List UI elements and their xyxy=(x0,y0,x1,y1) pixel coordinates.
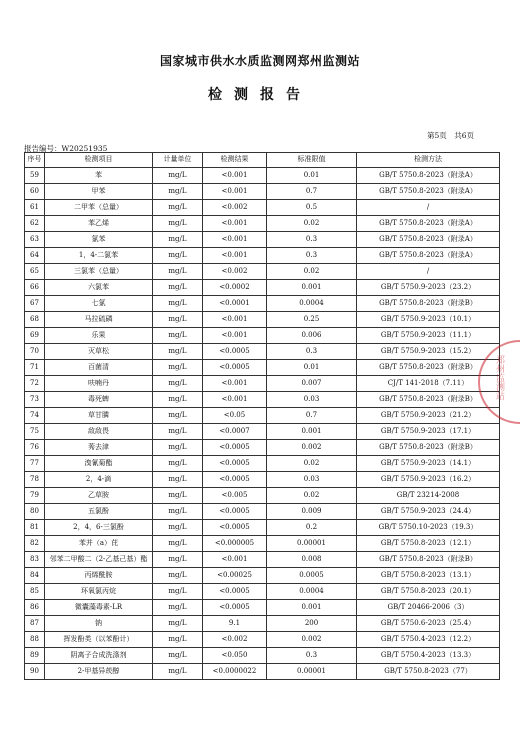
table-row xyxy=(25,504,500,520)
table-cell: mg/L xyxy=(153,600,203,616)
table-cell: GB/T 5750.8-2023（77） xyxy=(357,664,500,680)
table-cell: mg/L xyxy=(153,248,203,264)
table-cell: 二甲苯（总量） xyxy=(45,200,153,216)
table-cell: 0.007 xyxy=(267,376,357,392)
table-cell: 毒死蜱 xyxy=(45,392,153,408)
table-cell: 82 xyxy=(25,536,45,552)
table-cell: 甲苯 xyxy=(45,184,153,200)
table-cell: <0.05 xyxy=(203,408,267,424)
table-cell: 0.0005 xyxy=(267,568,357,584)
table-row xyxy=(25,552,500,568)
table-cell: 90 xyxy=(25,664,45,680)
table-cell: mg/L xyxy=(153,552,203,568)
table-cell: <0.005 xyxy=(203,488,267,504)
table-cell: 0.00001 xyxy=(267,536,357,552)
table-row xyxy=(25,312,500,328)
table-row xyxy=(25,664,500,680)
table-cell: 微囊藻毒素-LR xyxy=(45,600,153,616)
header-cell: 序号 xyxy=(25,153,45,168)
table-cell: GB/T 5750.8-2023（附录A） xyxy=(357,168,500,184)
table-cell: GB/T 5750.9-2023（16.2） xyxy=(357,472,500,488)
table-cell: 0.008 xyxy=(267,552,357,568)
table-cell: mg/L xyxy=(153,456,203,472)
table-cell: 呋喃丹 xyxy=(45,376,153,392)
table-cell: GB/T 5750.8-2023（附录A） xyxy=(357,248,500,264)
table-cell: 0.02 xyxy=(267,488,357,504)
table-cell: <0.000005 xyxy=(203,536,267,552)
table-cell: <0.001 xyxy=(203,184,267,200)
table-row xyxy=(25,584,500,600)
table-cell: 莠去津 xyxy=(45,440,153,456)
table-cell: 9.1 xyxy=(203,616,267,632)
table-row xyxy=(25,392,500,408)
table-cell: <0.001 xyxy=(203,376,267,392)
table-cell: GB/T 5750.4-2023（13.3） xyxy=(357,648,500,664)
table-cell: 81 xyxy=(25,520,45,536)
table-cell: 0.006 xyxy=(267,328,357,344)
table-cell: 马拉硫磷 xyxy=(45,312,153,328)
table-row xyxy=(25,424,500,440)
table-cell: mg/L xyxy=(153,472,203,488)
table-cell: 78 xyxy=(25,472,45,488)
table-row xyxy=(25,456,500,472)
table-cell: mg/L xyxy=(153,264,203,280)
table-cell: 84 xyxy=(25,568,45,584)
table-cell: 62 xyxy=(25,216,45,232)
table-row xyxy=(25,408,500,424)
table-cell: <0.0005 xyxy=(203,440,267,456)
results-table xyxy=(24,152,500,680)
table-cell: 2，4，6-三氯酚 xyxy=(45,520,153,536)
table-cell: 阴离子合成洗涤剂 xyxy=(45,648,153,664)
table-cell: 67 xyxy=(25,296,45,312)
table-row xyxy=(25,488,500,504)
table-cell: 0.001 xyxy=(267,280,357,296)
table-cell: <0.001 xyxy=(203,552,267,568)
table-row xyxy=(25,616,500,632)
table-cell: 苯并（a）芘 xyxy=(45,536,153,552)
table-row xyxy=(25,232,500,248)
header-cell: 检测结果 xyxy=(203,153,267,168)
table-cell: 85 xyxy=(25,584,45,600)
table-cell: <0.050 xyxy=(203,648,267,664)
table-row xyxy=(25,600,500,616)
table-cell: 环氧氯丙烷 xyxy=(45,584,153,600)
table-row xyxy=(25,568,500,584)
table-cell: <0.002 xyxy=(203,264,267,280)
table-cell: 87 xyxy=(25,616,45,632)
table-cell: 74 xyxy=(25,408,45,424)
table-cell: 钠 xyxy=(45,616,153,632)
table-cell: 200 xyxy=(267,616,357,632)
table-row xyxy=(25,344,500,360)
table-cell: GB/T 5750.10-2023（19.3） xyxy=(357,520,500,536)
table-cell: 89 xyxy=(25,648,45,664)
table-cell: 0.01 xyxy=(267,360,357,376)
table-cell: 0.002 xyxy=(267,440,357,456)
table-cell: 0.0004 xyxy=(267,584,357,600)
table-cell: mg/L xyxy=(153,200,203,216)
table-row xyxy=(25,280,500,296)
table-cell: mg/L xyxy=(153,424,203,440)
table-cell: <0.001 xyxy=(203,216,267,232)
table-row xyxy=(25,536,500,552)
table-row xyxy=(25,376,500,392)
table-cell: 0.02 xyxy=(267,264,357,280)
table-cell: mg/L xyxy=(153,232,203,248)
table-cell: <0.0005 xyxy=(203,520,267,536)
table-cell: GB/T 5750.9-2023（24.4） xyxy=(357,504,500,520)
table-cell: 0.25 xyxy=(267,312,357,328)
seal-text: 郑州监测站 xyxy=(494,355,504,400)
table-cell: 草甘膦 xyxy=(45,408,153,424)
table-cell: <0.0001 xyxy=(203,296,267,312)
table-cell: 59 xyxy=(25,168,45,184)
table-cell: <0.001 xyxy=(203,248,267,264)
table-cell: 0.03 xyxy=(267,392,357,408)
table-cell: 66 xyxy=(25,280,45,296)
table-cell: mg/L xyxy=(153,568,203,584)
table-cell: GB/T 5750.9-2023（10.1） xyxy=(357,312,500,328)
table-cell: 0.00001 xyxy=(267,664,357,680)
table-cell: GB/T 5750.8-2023（附录B） xyxy=(357,392,500,408)
table-cell: 76 xyxy=(25,440,45,456)
table-cell: 83 xyxy=(25,552,45,568)
table-cell: 0.009 xyxy=(267,504,357,520)
table-cell: 60 xyxy=(25,184,45,200)
table-cell: 0.001 xyxy=(267,600,357,616)
table-cell: GB/T 5750.8-2023（附录B） xyxy=(357,296,500,312)
table-cell: 2-甲基异莰醇 xyxy=(45,664,153,680)
table-cell: <0.001 xyxy=(203,168,267,184)
table-cell: 65 xyxy=(25,264,45,280)
table-cell: 80 xyxy=(25,504,45,520)
table-cell: 苯乙烯 xyxy=(45,216,153,232)
header-cell: 计量单位 xyxy=(153,153,203,168)
table-cell: 72 xyxy=(25,376,45,392)
table-cell: 0.3 xyxy=(267,344,357,360)
table-row xyxy=(25,648,500,664)
table-cell: 六氯苯 xyxy=(45,280,153,296)
table-cell: mg/L xyxy=(153,648,203,664)
table-row xyxy=(25,248,500,264)
table-header-row xyxy=(25,153,500,168)
table-cell: 0.01 xyxy=(267,168,357,184)
table-cell: 0.001 xyxy=(267,424,357,440)
table-cell: 63 xyxy=(25,232,45,248)
table-cell: mg/L xyxy=(153,216,203,232)
table-cell: GB/T 5750.9-2023（11.1） xyxy=(357,328,500,344)
table-row xyxy=(25,632,500,648)
table-cell: 溴氰菊酯 xyxy=(45,456,153,472)
table-cell: 五氯酚 xyxy=(45,504,153,520)
table-cell: <0.002 xyxy=(203,200,267,216)
header-cell: 检测方法 xyxy=(357,153,500,168)
table-cell: 68 xyxy=(25,312,45,328)
table-cell: mg/L xyxy=(153,184,203,200)
table-cell: mg/L xyxy=(153,664,203,680)
table-cell: 86 xyxy=(25,600,45,616)
table-cell: 0.7 xyxy=(267,184,357,200)
page-info: 第5页 共6页 xyxy=(426,131,474,140)
table-cell: GB/T 5750.9-2023（17.1） xyxy=(357,424,500,440)
table-row xyxy=(25,200,500,216)
table-cell: 77 xyxy=(25,456,45,472)
table-cell: <0.0005 xyxy=(203,456,267,472)
table-cell: mg/L xyxy=(153,488,203,504)
table-cell: <0.001 xyxy=(203,328,267,344)
table-row xyxy=(25,216,500,232)
table-row xyxy=(25,360,500,376)
table-cell: GB/T 5750.8-2023（附录B） xyxy=(357,440,500,456)
header-cell: 检测项目 xyxy=(45,153,153,168)
table-cell: 64 xyxy=(25,248,45,264)
table-cell: GB/T 5750.9-2023（23.2） xyxy=(357,280,500,296)
table-cell: 0.3 xyxy=(267,648,357,664)
table-cell: <0.0005 xyxy=(203,504,267,520)
table-cell: <0.001 xyxy=(203,232,267,248)
table-cell: 乐果 xyxy=(45,328,153,344)
table-cell: mg/L xyxy=(153,584,203,600)
table-cell: 73 xyxy=(25,392,45,408)
table-cell: mg/L xyxy=(153,312,203,328)
table-cell: GB/T 5750.6-2023（25.4） xyxy=(357,616,500,632)
table-cell: 百菌清 xyxy=(45,360,153,376)
table-cell: GB/T 5750.9-2023（21.2） xyxy=(357,408,500,424)
table-cell: 79 xyxy=(25,488,45,504)
table-row xyxy=(25,472,500,488)
table-cell: <0.0005 xyxy=(203,600,267,616)
table-cell: mg/L xyxy=(153,392,203,408)
table-cell: 三氯苯（总量） xyxy=(45,264,153,280)
table-cell: 1，4-二氯苯 xyxy=(45,248,153,264)
table-cell: GB/T 5750.8-2023（附录A） xyxy=(357,216,500,232)
table-cell: GB/T 20466-2006（3） xyxy=(357,600,500,616)
table-cell: mg/L xyxy=(153,536,203,552)
table-cell: 敌敌畏 xyxy=(45,424,153,440)
table-cell: 0.002 xyxy=(267,632,357,648)
table-cell: mg/L xyxy=(153,520,203,536)
table-cell: 0.02 xyxy=(267,456,357,472)
table-cell: <0.00025 xyxy=(203,568,267,584)
report-number: 报告编号：W20251935 xyxy=(24,144,108,153)
table-cell: 苯 xyxy=(45,168,153,184)
table-cell: 挥发酚类（以苯酚计） xyxy=(45,632,153,648)
table-cell: 灭草松 xyxy=(45,344,153,360)
table-cell: 71 xyxy=(25,360,45,376)
table-cell: GB/T 23214-2008 xyxy=(357,488,500,504)
table-cell: 0.03 xyxy=(267,472,357,488)
table-cell: 0.3 xyxy=(267,248,357,264)
table-cell: GB/T 5750.8-2023（20.1） xyxy=(357,584,500,600)
table-cell: mg/L xyxy=(153,328,203,344)
table-cell: 邻苯二甲酸二（2-乙基己基）酯 xyxy=(45,552,153,568)
table-cell: GB/T 5750.8-2023（附录A） xyxy=(357,184,500,200)
table-cell: mg/L xyxy=(153,280,203,296)
table-cell: <0.0005 xyxy=(203,360,267,376)
table-cell: GB/T 5750.8-2023（13.1） xyxy=(357,568,500,584)
table-cell: <0.002 xyxy=(203,632,267,648)
table-cell: <0.001 xyxy=(203,312,267,328)
table-cell: 七氯 xyxy=(45,296,153,312)
table-cell: 70 xyxy=(25,344,45,360)
table-cell: <0.0005 xyxy=(203,344,267,360)
table-cell: 氯苯 xyxy=(45,232,153,248)
table-cell: mg/L xyxy=(153,440,203,456)
table-cell: CJ/T 141-2018（7.11） xyxy=(357,376,500,392)
table-cell: / xyxy=(357,264,500,280)
table-row xyxy=(25,184,500,200)
header-cell: 标准限值 xyxy=(267,153,357,168)
table-cell: 0.02 xyxy=(267,216,357,232)
table-cell: 75 xyxy=(25,424,45,440)
table-cell: <0.0005 xyxy=(203,584,267,600)
table-cell: mg/L xyxy=(153,616,203,632)
table-cell: GB/T 5750.8-2023（附录A） xyxy=(357,232,500,248)
table-cell: 丙烯酰胺 xyxy=(45,568,153,584)
table-cell: 69 xyxy=(25,328,45,344)
table-cell: 0.2 xyxy=(267,520,357,536)
table-row xyxy=(25,264,500,280)
table-row xyxy=(25,328,500,344)
table-cell: 88 xyxy=(25,632,45,648)
table-cell: 0.7 xyxy=(267,408,357,424)
table-cell: mg/L xyxy=(153,504,203,520)
table-cell: 0.0004 xyxy=(267,296,357,312)
table-cell: GB/T 5750.9-2023（15.2） xyxy=(357,344,500,360)
table-row xyxy=(25,440,500,456)
table-cell: GB/T 5750.8-2023（12.1） xyxy=(357,536,500,552)
table-cell: GB/T 5750.8-2023（附录B） xyxy=(357,360,500,376)
table-row xyxy=(25,296,500,312)
table-cell: GB/T 5750.4-2023（12.2） xyxy=(357,632,500,648)
table-cell: mg/L xyxy=(153,168,203,184)
doc-title: 检测报告 xyxy=(208,87,312,103)
table-row xyxy=(25,168,500,184)
table-cell: <0.001 xyxy=(203,392,267,408)
table-cell: GB/T 5750.8-2023（附录B） xyxy=(357,552,500,568)
table-cell: 0.5 xyxy=(267,200,357,216)
table-cell: 乙草胺 xyxy=(45,488,153,504)
table-cell: mg/L xyxy=(153,344,203,360)
table-cell: / xyxy=(357,200,500,216)
table-cell: mg/L xyxy=(153,376,203,392)
table-cell: <0.0007 xyxy=(203,424,267,440)
table-cell: mg/L xyxy=(153,360,203,376)
table-cell: mg/L xyxy=(153,408,203,424)
table-cell: <0.0005 xyxy=(203,472,267,488)
table-cell: <0.0000022 xyxy=(203,664,267,680)
table-row xyxy=(25,520,500,536)
table-cell: <0.0002 xyxy=(203,280,267,296)
org-title: 国家城市供水水质监测网郑州监测站 xyxy=(159,54,360,68)
table-cell: mg/L xyxy=(153,296,203,312)
table-cell: 0.3 xyxy=(267,232,357,248)
table-cell: mg/L xyxy=(153,632,203,648)
table-cell: GB/T 5750.9-2023（14.1） xyxy=(357,456,500,472)
table-cell: 61 xyxy=(25,200,45,216)
table-cell: 2，4-滴 xyxy=(45,472,153,488)
